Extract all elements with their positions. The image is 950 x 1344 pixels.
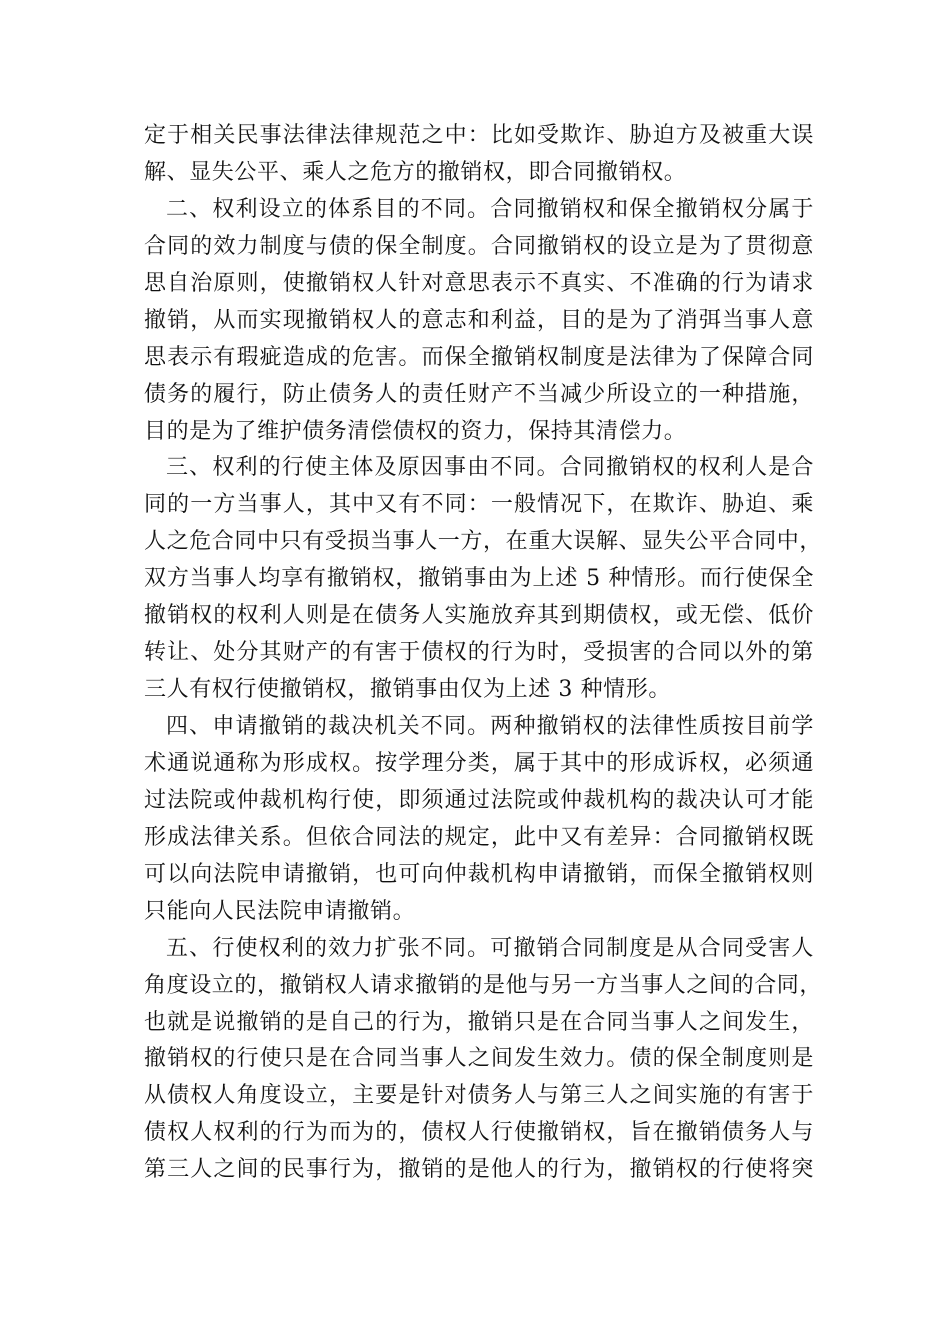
text-line: 同的一方当事人，其中又有不同：一般情况下，在欺诈、胁迫、乘: [144, 492, 814, 518]
text-line: 可以向法院申请撤销，也可向仲裁机构申请撤销，而保全撤销权则: [144, 861, 814, 887]
text-line: 形成法律关系。但依合同法的规定，此中又有差异：合同撤销权既: [144, 824, 814, 850]
text-line: 双方当事人均享有撤销权，撤销事由为上述 5 种情形。而行使保全: [144, 566, 814, 592]
paragraph-start-line: 二、权利设立的体系目的不同。合同撤销权和保全撤销权分属于: [166, 196, 814, 222]
text-line: 角度设立的，撤销权人请求撤销的是他与另一方当事人之间的合同，: [144, 972, 823, 998]
text-line: 目的是为了维护债务清偿债权的资力，保持其清偿力。: [144, 418, 687, 444]
document-body: [144, 118, 823, 1189]
paragraph-start-line: 五、行使权利的效力扩张不同。可撤销合同制度是从合同受害人: [166, 935, 814, 961]
text-line: 过法院或仲裁机构行使，即须通过法院或仲裁机构的裁决认可才能: [144, 787, 814, 813]
paragraph-start-line: 三、权利的行使主体及原因事由不同。合同撤销权的权利人是合: [166, 455, 814, 481]
text-line: 思自治原则，使撤销权人针对意思表示不真实、不准确的行为请求: [144, 270, 814, 296]
text-line: 思表示有瑕疵造成的危害。而保全撤销权制度是法律为了保障合同: [144, 344, 814, 370]
text-line: 定于相关民事法律法律规范之中：比如受欺诈、胁迫方及被重大误: [144, 123, 814, 148]
text-line: 解、显失公平、乘人之危方的撤销权，即合同撤销权。: [144, 159, 687, 185]
paragraph-start-line: 四、申请撤销的裁决机关不同。两种撤销权的法律性质按目前学: [166, 714, 814, 739]
text-line: 术通说通称为形成权。按学理分类，属于其中的形成诉权，必须通: [144, 750, 814, 776]
text-line: 人之危合同中只有受损当事人一方，在重大误解、显失公平合同中，: [144, 529, 823, 555]
text-line: 撤销，从而实现撤销权人的意志和利益，目的是为了消弭当事人意: [144, 307, 814, 333]
text-line: 债权人权利的行为而为的，债权人行使撤销权，旨在撤销债务人与: [144, 1120, 814, 1146]
text-line: 转让、处分其财产的有害于债权的行为时，受损害的合同以外的第: [144, 640, 814, 666]
text-line: 合同的效力制度与债的保全制度。合同撤销权的设立是为了贯彻意: [144, 233, 814, 259]
text-line: 只能向人民法院申请撤销。: [144, 898, 416, 924]
text-line: 第三人之间的民事行为，撤销的是他人的行为，撤销权的行使将突: [144, 1157, 814, 1183]
text-line: 债务的履行，防止债务人的责任财产不当减少所设立的一种措施，: [144, 381, 814, 407]
text-line: 撤销权的行使只是在合同当事人之间发生效力。债的保全制度则是: [144, 1046, 814, 1072]
text-line: 也就是说撤销的是自己的行为，撤销只是在合同当事人之间发生，: [144, 1009, 814, 1035]
text-line: 三人有权行使撤销权，撤销事由仅为上述 3 种情形。: [144, 677, 671, 703]
text-line: 撤销权的权利人则是在债务人实施放弃其到期债权，或无偿、低价: [144, 603, 814, 629]
text-line: 从债权人角度设立，主要是针对债务人与第三人之间实施的有害于: [144, 1083, 814, 1109]
